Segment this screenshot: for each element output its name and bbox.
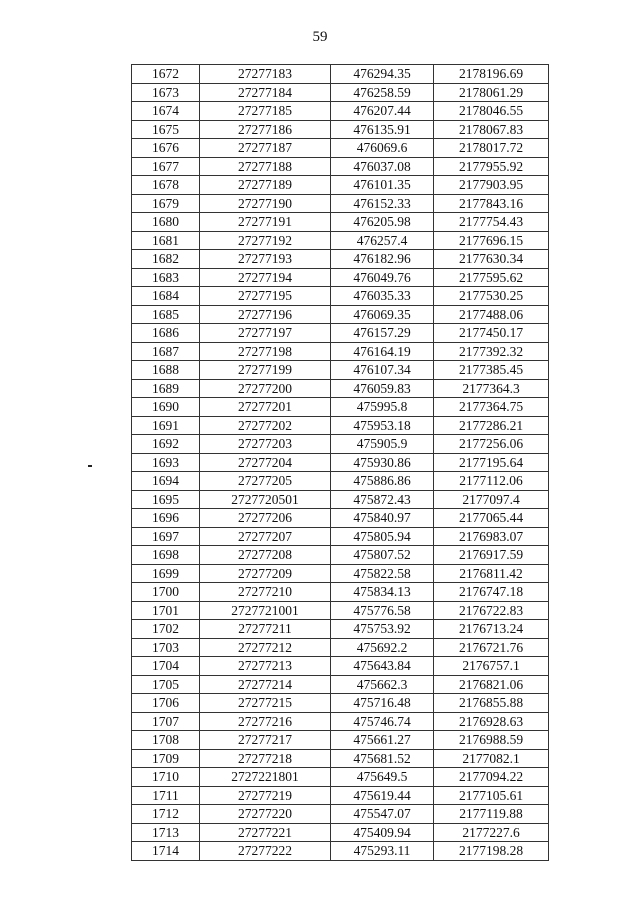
- point-number-cell: 1704: [132, 657, 200, 676]
- x-coordinate-cell: 476294.35: [331, 65, 434, 84]
- x-coordinate-cell: 476069.6: [331, 139, 434, 158]
- point-id-cell: 27277198: [200, 342, 331, 361]
- point-id-cell: 27277201: [200, 398, 331, 417]
- point-number-cell: 1685: [132, 305, 200, 324]
- x-coordinate-cell: 475886.86: [331, 472, 434, 491]
- point-number-cell: 1677: [132, 157, 200, 176]
- point-id-cell: 27277203: [200, 435, 331, 454]
- point-number-cell: 1673: [132, 83, 200, 102]
- y-coordinate-cell: 2177198.28: [434, 842, 549, 861]
- y-coordinate-cell: 2177105.61: [434, 786, 549, 805]
- x-coordinate-cell: 475953.18: [331, 416, 434, 435]
- x-coordinate-cell: 475776.58: [331, 601, 434, 620]
- point-id-cell: 27277189: [200, 176, 331, 195]
- y-coordinate-cell: 2178046.55: [434, 102, 549, 121]
- x-coordinate-cell: 476152.33: [331, 194, 434, 213]
- y-coordinate-cell: 2178196.69: [434, 65, 549, 84]
- point-id-cell: 27277210: [200, 583, 331, 602]
- point-number-cell: 1714: [132, 842, 200, 861]
- point-number-cell: 1676: [132, 139, 200, 158]
- table-row: [132, 657, 549, 676]
- point-number-cell: 1689: [132, 379, 200, 398]
- y-coordinate-cell: 2176721.76: [434, 638, 549, 657]
- x-coordinate-cell: 476164.19: [331, 342, 434, 361]
- point-number-cell: 1702: [132, 620, 200, 639]
- point-number-cell: 1700: [132, 583, 200, 602]
- x-coordinate-cell: 475805.94: [331, 527, 434, 546]
- table-row: [132, 213, 549, 232]
- point-number-cell: 1706: [132, 694, 200, 713]
- x-coordinate-cell: 475807.52: [331, 546, 434, 565]
- table-row: [132, 768, 549, 787]
- point-id-cell: 27277191: [200, 213, 331, 232]
- point-number-cell: 1682: [132, 250, 200, 269]
- point-id-cell: 27277194: [200, 268, 331, 287]
- table-row: [132, 102, 549, 121]
- table-row: [132, 361, 549, 380]
- y-coordinate-cell: 2176722.83: [434, 601, 549, 620]
- table-row: [132, 157, 549, 176]
- point-id-cell: 27277183: [200, 65, 331, 84]
- y-coordinate-cell: 2177595.62: [434, 268, 549, 287]
- table-row: [132, 194, 549, 213]
- table-row: [132, 231, 549, 250]
- point-id-cell: 27277185: [200, 102, 331, 121]
- point-number-cell: 1712: [132, 805, 200, 824]
- x-coordinate-cell: 476101.35: [331, 176, 434, 195]
- point-number-cell: 1710: [132, 768, 200, 787]
- point-id-cell: 27277207: [200, 527, 331, 546]
- table-row: [132, 823, 549, 842]
- x-coordinate-cell: 476037.08: [331, 157, 434, 176]
- point-number-cell: 1697: [132, 527, 200, 546]
- y-coordinate-cell: 2176811.42: [434, 564, 549, 583]
- point-number-cell: 1699: [132, 564, 200, 583]
- table-row: [132, 287, 549, 306]
- point-id-cell: 27277218: [200, 749, 331, 768]
- table-row: [132, 527, 549, 546]
- y-coordinate-cell: 2177364.3: [434, 379, 549, 398]
- point-number-cell: 1691: [132, 416, 200, 435]
- x-coordinate-cell: 475930.86: [331, 453, 434, 472]
- table-row: [132, 842, 549, 861]
- point-id-cell: 27277197: [200, 324, 331, 343]
- x-coordinate-cell: 476182.96: [331, 250, 434, 269]
- point-id-cell: 27277212: [200, 638, 331, 657]
- x-coordinate-cell: 475995.8: [331, 398, 434, 417]
- y-coordinate-cell: 2176983.07: [434, 527, 549, 546]
- x-coordinate-cell: 475547.07: [331, 805, 434, 824]
- point-number-cell: 1709: [132, 749, 200, 768]
- point-id-cell: 2727720501: [200, 490, 331, 509]
- y-coordinate-cell: 2176988.59: [434, 731, 549, 750]
- table-row: [132, 416, 549, 435]
- table-row: [132, 453, 549, 472]
- y-coordinate-cell: 2177256.06: [434, 435, 549, 454]
- x-coordinate-cell: 475293.11: [331, 842, 434, 861]
- point-number-cell: 1686: [132, 324, 200, 343]
- point-number-cell: 1701: [132, 601, 200, 620]
- table-row: [132, 342, 549, 361]
- point-number-cell: 1688: [132, 361, 200, 380]
- point-number-cell: 1713: [132, 823, 200, 842]
- table-row: [132, 250, 549, 269]
- y-coordinate-cell: 2177385.45: [434, 361, 549, 380]
- x-coordinate-cell: 475905.9: [331, 435, 434, 454]
- x-coordinate-cell: 475619.44: [331, 786, 434, 805]
- point-id-cell: 27277213: [200, 657, 331, 676]
- table-row: [132, 65, 549, 84]
- x-coordinate-cell: 475662.3: [331, 675, 434, 694]
- x-coordinate-cell: 475692.2: [331, 638, 434, 657]
- point-number-cell: 1690: [132, 398, 200, 417]
- y-coordinate-cell: 2177450.17: [434, 324, 549, 343]
- point-id-cell: 27277222: [200, 842, 331, 861]
- x-coordinate-cell: 475746.74: [331, 712, 434, 731]
- x-coordinate-cell: 475872.43: [331, 490, 434, 509]
- table-row: [132, 268, 549, 287]
- point-id-cell: 27277192: [200, 231, 331, 250]
- x-coordinate-cell: 476059.83: [331, 379, 434, 398]
- point-id-cell: 27277195: [200, 287, 331, 306]
- table-row: [132, 305, 549, 324]
- point-id-cell: 27277188: [200, 157, 331, 176]
- point-id-cell: 27277186: [200, 120, 331, 139]
- y-coordinate-cell: 2177195.64: [434, 453, 549, 472]
- x-coordinate-cell: 476049.76: [331, 268, 434, 287]
- y-coordinate-cell: 2177227.6: [434, 823, 549, 842]
- y-coordinate-cell: 2178017.72: [434, 139, 549, 158]
- y-coordinate-cell: 2177364.75: [434, 398, 549, 417]
- table-row: [132, 712, 549, 731]
- point-number-cell: 1674: [132, 102, 200, 121]
- point-id-cell: 27277215: [200, 694, 331, 713]
- point-id-cell: 2727721001: [200, 601, 331, 620]
- point-number-cell: 1694: [132, 472, 200, 491]
- point-number-cell: 1681: [132, 231, 200, 250]
- y-coordinate-cell: 2176917.59: [434, 546, 549, 565]
- x-coordinate-cell: 475822.58: [331, 564, 434, 583]
- x-coordinate-cell: 475681.52: [331, 749, 434, 768]
- coordinates-table-body: [132, 65, 549, 861]
- table-row: [132, 749, 549, 768]
- scan-mark: [88, 465, 92, 467]
- table-row: [132, 805, 549, 824]
- point-id-cell: 27277219: [200, 786, 331, 805]
- x-coordinate-cell: 475409.94: [331, 823, 434, 842]
- page-number: 59: [312, 29, 328, 45]
- x-coordinate-cell: 475716.48: [331, 694, 434, 713]
- point-id-cell: 27277199: [200, 361, 331, 380]
- point-id-cell: 27277187: [200, 139, 331, 158]
- x-coordinate-cell: 476035.33: [331, 287, 434, 306]
- x-coordinate-cell: 475649.5: [331, 768, 434, 787]
- table-row: [132, 786, 549, 805]
- point-number-cell: 1687: [132, 342, 200, 361]
- y-coordinate-cell: 2177065.44: [434, 509, 549, 528]
- table-row: [132, 620, 549, 639]
- y-coordinate-cell: 2176821.06: [434, 675, 549, 694]
- table-row: [132, 564, 549, 583]
- x-coordinate-cell: 476135.91: [331, 120, 434, 139]
- point-number-cell: 1679: [132, 194, 200, 213]
- y-coordinate-cell: 2177488.06: [434, 305, 549, 324]
- x-coordinate-cell: 476257.4: [331, 231, 434, 250]
- point-number-cell: 1703: [132, 638, 200, 657]
- table-row: [132, 583, 549, 602]
- point-id-cell: 27277205: [200, 472, 331, 491]
- table-row: [132, 472, 549, 491]
- table-row: [132, 490, 549, 509]
- point-number-cell: 1711: [132, 786, 200, 805]
- table-row: [132, 638, 549, 657]
- point-id-cell: 27277211: [200, 620, 331, 639]
- point-number-cell: 1696: [132, 509, 200, 528]
- point-number-cell: 1707: [132, 712, 200, 731]
- point-id-cell: 27277209: [200, 564, 331, 583]
- y-coordinate-cell: 2177286.21: [434, 416, 549, 435]
- point-id-cell: 27277220: [200, 805, 331, 824]
- x-coordinate-cell: 475753.92: [331, 620, 434, 639]
- table-row: [132, 324, 549, 343]
- y-coordinate-cell: 2176747.18: [434, 583, 549, 602]
- x-coordinate-cell: 476107.34: [331, 361, 434, 380]
- point-number-cell: 1705: [132, 675, 200, 694]
- point-number-cell: 1693: [132, 453, 200, 472]
- y-coordinate-cell: 2177094.22: [434, 768, 549, 787]
- point-number-cell: 1698: [132, 546, 200, 565]
- x-coordinate-cell: 476207.44: [331, 102, 434, 121]
- table-row: [132, 731, 549, 750]
- x-coordinate-cell: 476157.29: [331, 324, 434, 343]
- point-number-cell: 1675: [132, 120, 200, 139]
- table-row: [132, 546, 549, 565]
- coordinates-table: [131, 64, 549, 861]
- x-coordinate-cell: 475643.84: [331, 657, 434, 676]
- point-id-cell: 27277217: [200, 731, 331, 750]
- table-row: [132, 398, 549, 417]
- point-id-cell: 27277196: [200, 305, 331, 324]
- table-row: [132, 379, 549, 398]
- y-coordinate-cell: 2177392.32: [434, 342, 549, 361]
- y-coordinate-cell: 2177696.15: [434, 231, 549, 250]
- table-row: [132, 435, 549, 454]
- point-number-cell: 1680: [132, 213, 200, 232]
- point-id-cell: 27277216: [200, 712, 331, 731]
- y-coordinate-cell: 2177530.25: [434, 287, 549, 306]
- y-coordinate-cell: 2177112.06: [434, 472, 549, 491]
- x-coordinate-cell: 475840.97: [331, 509, 434, 528]
- point-number-cell: 1683: [132, 268, 200, 287]
- x-coordinate-cell: 476069.35: [331, 305, 434, 324]
- x-coordinate-cell: 475661.27: [331, 731, 434, 750]
- point-id-cell: 27277193: [200, 250, 331, 269]
- point-id-cell: 27277206: [200, 509, 331, 528]
- table-row: [132, 120, 549, 139]
- point-id-cell: 27277221: [200, 823, 331, 842]
- point-number-cell: 1692: [132, 435, 200, 454]
- point-number-cell: 1695: [132, 490, 200, 509]
- y-coordinate-cell: 2177843.16: [434, 194, 549, 213]
- y-coordinate-cell: 2176855.88: [434, 694, 549, 713]
- y-coordinate-cell: 2177754.43: [434, 213, 549, 232]
- y-coordinate-cell: 2177097.4: [434, 490, 549, 509]
- x-coordinate-cell: 476258.59: [331, 83, 434, 102]
- point-number-cell: 1684: [132, 287, 200, 306]
- point-number-cell: 1708: [132, 731, 200, 750]
- point-id-cell: 27277208: [200, 546, 331, 565]
- table-row: [132, 139, 549, 158]
- point-number-cell: 1678: [132, 176, 200, 195]
- y-coordinate-cell: 2176928.63: [434, 712, 549, 731]
- point-id-cell: 27277204: [200, 453, 331, 472]
- y-coordinate-cell: 2177630.34: [434, 250, 549, 269]
- x-coordinate-cell: 475834.13: [331, 583, 434, 602]
- y-coordinate-cell: 2178067.83: [434, 120, 549, 139]
- point-id-cell: 27277190: [200, 194, 331, 213]
- point-id-cell: 2727221801: [200, 768, 331, 787]
- point-id-cell: 27277200: [200, 379, 331, 398]
- y-coordinate-cell: 2177955.92: [434, 157, 549, 176]
- y-coordinate-cell: 2178061.29: [434, 83, 549, 102]
- point-id-cell: 27277184: [200, 83, 331, 102]
- y-coordinate-cell: 2177119.88: [434, 805, 549, 824]
- y-coordinate-cell: 2176713.24: [434, 620, 549, 639]
- point-number-cell: 1672: [132, 65, 200, 84]
- point-id-cell: 27277214: [200, 675, 331, 694]
- table-row: [132, 601, 549, 620]
- table-row: [132, 675, 549, 694]
- y-coordinate-cell: 2176757.1: [434, 657, 549, 676]
- x-coordinate-cell: 476205.98: [331, 213, 434, 232]
- y-coordinate-cell: 2177082.1: [434, 749, 549, 768]
- table-row: [132, 176, 549, 195]
- point-id-cell: 27277202: [200, 416, 331, 435]
- table-row: [132, 694, 549, 713]
- y-coordinate-cell: 2177903.95: [434, 176, 549, 195]
- table-row: [132, 509, 549, 528]
- table-row: [132, 83, 549, 102]
